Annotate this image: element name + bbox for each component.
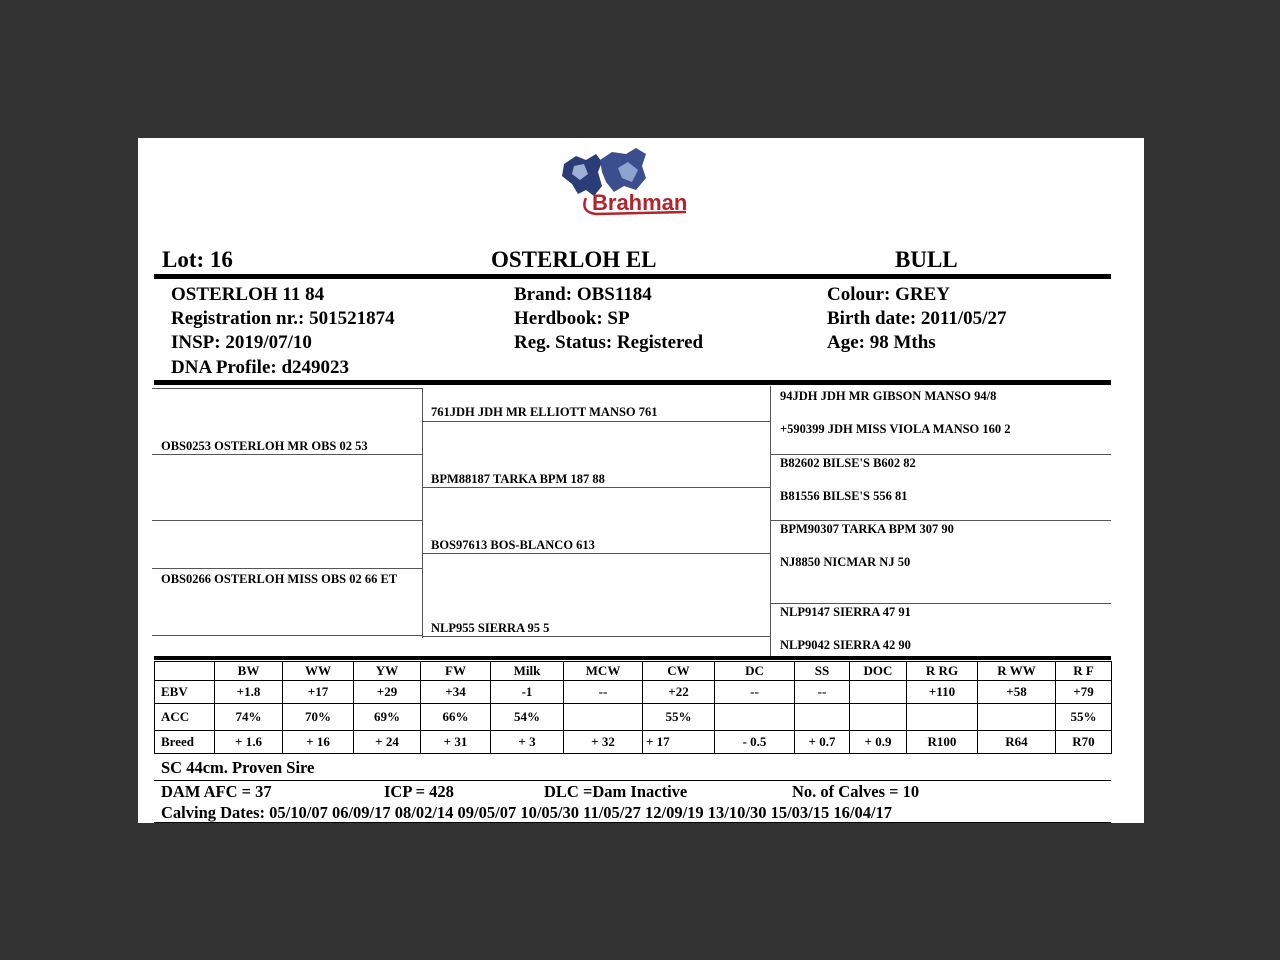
acc-cell: 74% xyxy=(215,704,283,731)
birth-date: Birth date: 2011/05/27 xyxy=(827,308,1007,329)
age: Age: 98 Mths xyxy=(827,332,936,353)
sc-note: SC 44cm. Proven Sire xyxy=(161,758,315,777)
pedigree-rule xyxy=(154,656,1111,660)
acc-cell: ACC xyxy=(155,704,215,731)
breed-cell: + 1.6 xyxy=(215,731,283,754)
ebv-cell: +79 xyxy=(1056,681,1112,704)
ebv-cell: +29 xyxy=(354,681,421,704)
pedigree-sire: OBS0253 OSTERLOH MR OBS 02 53 xyxy=(161,439,368,453)
ebv-header: YW xyxy=(354,662,421,681)
lot-number: Lot: 16 xyxy=(162,247,233,272)
ebv-cell xyxy=(850,681,907,704)
acc-cell: 66% xyxy=(421,704,491,731)
breed-cell: - 0.5 xyxy=(715,731,795,754)
acc-cell: 55% xyxy=(643,704,715,731)
pedigree-great-3: B82602 BILSE'S B602 82 xyxy=(780,456,916,470)
breed-cell: + 17 xyxy=(643,731,715,754)
pedigree-sire-sire: 761JDH JDH MR ELLIOTT MANSO 761 xyxy=(431,405,658,419)
dam-afc: DAM AFC = 37 xyxy=(161,782,272,801)
breed-cell: + 31 xyxy=(421,731,491,754)
ebv-cell: +17 xyxy=(283,681,354,704)
ebv-cell: EBV xyxy=(155,681,215,704)
ebv-header: R WW xyxy=(978,662,1056,681)
acc-cell xyxy=(564,704,643,731)
pedigree-dam-sire: BOS97613 BOS-BLANCO 613 xyxy=(431,538,595,552)
brand: Brand: OBS1184 xyxy=(514,284,652,305)
pedigree-dam-dam: NLP955 SIERRA 95 5 xyxy=(431,621,550,635)
ebv-header: DC xyxy=(715,662,795,681)
acc-cell xyxy=(978,704,1056,731)
ebv-header: R F xyxy=(1056,662,1112,681)
ebv-header: CW xyxy=(643,662,715,681)
icp: ICP = 428 xyxy=(384,782,454,801)
ebv-cell: +58 xyxy=(978,681,1056,704)
ebv-cell: +110 xyxy=(907,681,978,704)
herd-name: OSTERLOH 11 84 xyxy=(171,284,325,305)
calving-dates: Calving Dates: 05/10/07 06/09/17 08/02/14 09/05/07 10/05/30 11/05/27 12/09/19 13/10/30 15/03/15 16/04/17 xyxy=(161,803,893,822)
ebv-cell: -- xyxy=(715,681,795,704)
breed-cell: + 32 xyxy=(564,731,643,754)
acc-cell xyxy=(850,704,907,731)
breed-cell: + 3 xyxy=(491,731,564,754)
pedigree-great-2: +590399 JDH MISS VIOLA MANSO 160 2 xyxy=(780,422,1011,436)
acc-cell: 70% xyxy=(283,704,354,731)
reg-status: Reg. Status: Registered xyxy=(514,332,704,353)
header-rule xyxy=(154,274,1111,279)
breed-cell: + 24 xyxy=(354,731,421,754)
animal-type: BULL xyxy=(895,247,958,272)
footer-rule xyxy=(154,780,1111,781)
pedigree-great-4: B81556 BILSE'S 556 81 xyxy=(780,489,908,503)
bottom-rule xyxy=(154,822,1111,823)
pedigree-great-1: 94JDH JDH MR GIBSON MANSO 94/8 xyxy=(780,389,997,403)
acc-cell xyxy=(795,704,850,731)
ebv-row xyxy=(155,681,1112,704)
ebv-cell: -- xyxy=(564,681,643,704)
ebv-header: R RG xyxy=(907,662,978,681)
brahman-logo xyxy=(556,142,706,222)
pedigree-great-8: NLP9042 SIERRA 42 90 xyxy=(780,638,911,652)
colour: Colour: GREY xyxy=(827,284,950,305)
brahman-cattle-logo-icon xyxy=(556,142,706,222)
ebv-cell: +1.8 xyxy=(215,681,283,704)
acc-row xyxy=(155,704,1112,731)
ebv-header: Milk xyxy=(491,662,564,681)
breed-cell: Breed xyxy=(155,731,215,754)
ebv-cell: -- xyxy=(795,681,850,704)
ebv-header: WW xyxy=(283,662,354,681)
ebv-header: SS xyxy=(795,662,850,681)
dna-profile: DNA Profile: d249023 xyxy=(171,357,350,378)
breed-cell: + 0.7 xyxy=(795,731,850,754)
acc-cell: 69% xyxy=(354,704,421,731)
pedigree-great-6: NJ8850 NICMAR NJ 50 xyxy=(780,555,911,569)
info-rule xyxy=(154,380,1111,385)
number-of-calves: No. of Calves = 10 xyxy=(792,782,920,801)
inspection-date: INSP: 2019/07/10 xyxy=(171,332,312,353)
breed-cell: + 0.9 xyxy=(850,731,907,754)
pedigree-sire-dam: BPM88187 TARKA BPM 187 88 xyxy=(431,472,605,486)
acc-cell: 54% xyxy=(491,704,564,731)
ebv-header: MCW xyxy=(564,662,643,681)
ebv-header xyxy=(155,662,215,681)
registration-number: Registration nr.: 501521874 xyxy=(171,308,395,329)
breed-cell: R64 xyxy=(978,731,1056,754)
pedigree-great-7: NLP9147 SIERRA 47 91 xyxy=(780,605,911,619)
dlc: DLC =Dam Inactive xyxy=(544,782,688,801)
breed-cell: R100 xyxy=(907,731,978,754)
breed-cell: + 16 xyxy=(283,731,354,754)
breed-row xyxy=(155,731,1112,754)
herdbook: Herdbook: SP xyxy=(514,308,630,329)
acc-cell: 55% xyxy=(1056,704,1112,731)
pedigree-dam: OBS0266 OSTERLOH MISS OBS 02 66 ET xyxy=(161,572,398,586)
ebv-cell: -1 xyxy=(491,681,564,704)
ebv-header-row xyxy=(155,662,1112,681)
ebv-header: FW xyxy=(421,662,491,681)
lot-card xyxy=(138,138,1144,823)
animal-name: OSTERLOH EL xyxy=(491,247,657,272)
acc-cell xyxy=(715,704,795,731)
pedigree-great-5: BPM90307 TARKA BPM 307 90 xyxy=(780,522,954,536)
ebv-table xyxy=(154,661,1112,754)
breed-cell: R70 xyxy=(1056,731,1112,754)
acc-cell xyxy=(907,704,978,731)
ebv-cell: +22 xyxy=(643,681,715,704)
ebv-header: BW xyxy=(215,662,283,681)
logo-text: Brahman xyxy=(592,190,688,215)
ebv-header: DOC xyxy=(850,662,907,681)
ebv-cell: +34 xyxy=(421,681,491,704)
